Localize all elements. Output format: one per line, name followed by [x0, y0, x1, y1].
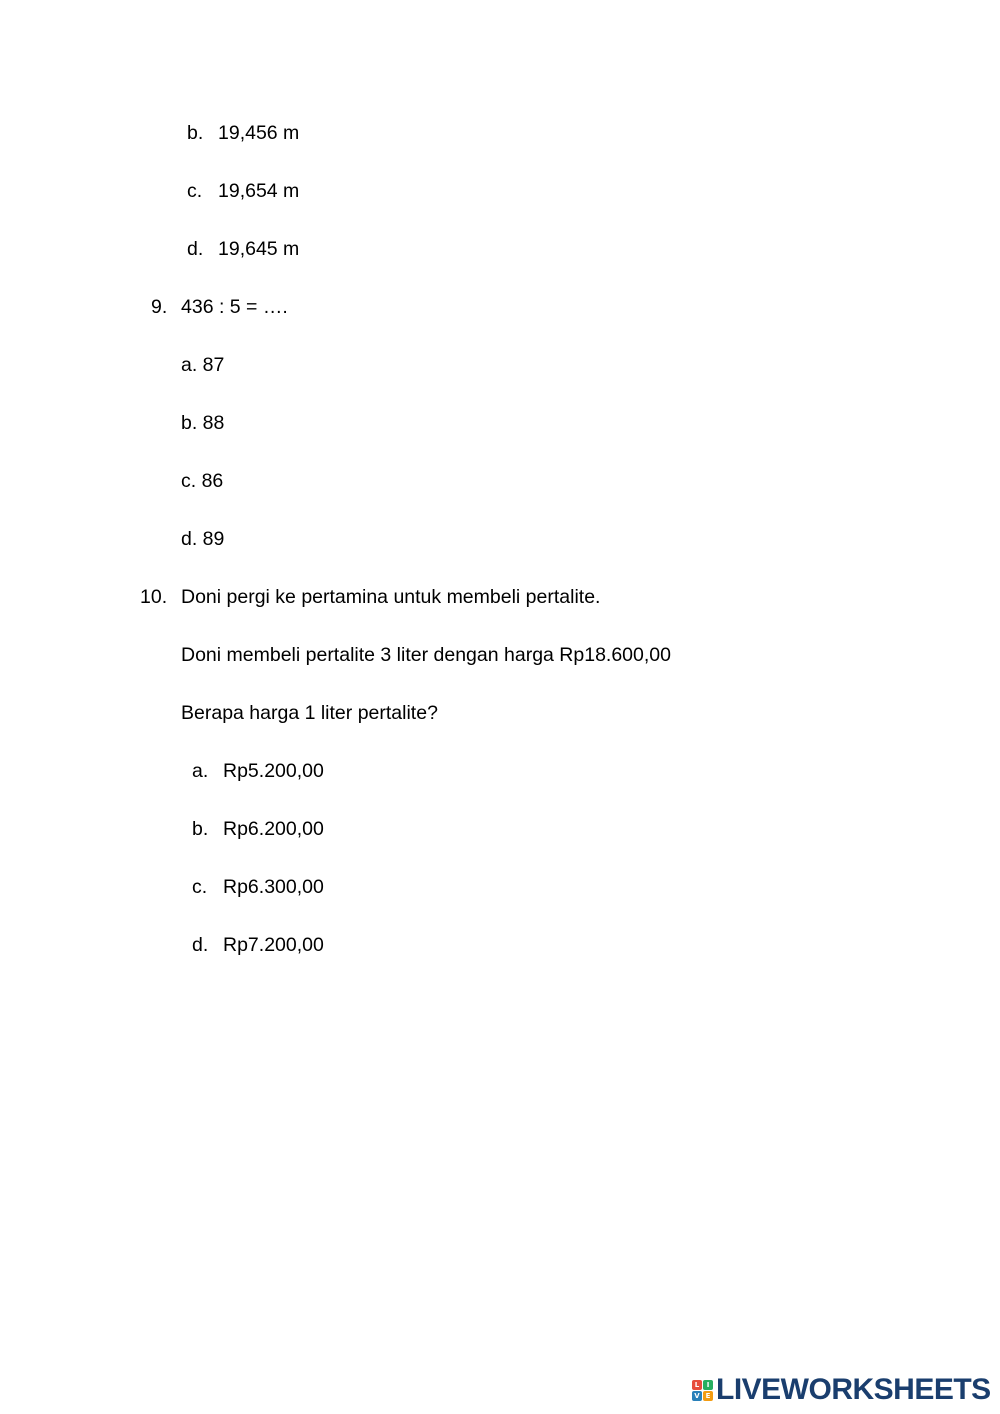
q10-option-a: Rp5.200,00 — [223, 760, 324, 782]
q8-option-c-marker: c. — [187, 180, 203, 202]
q10-line-1: Doni pergi ke pertamina untuk membeli pertalite. — [181, 586, 601, 608]
q10-number: 10. — [140, 586, 168, 608]
liveworksheets-logo-icon — [692, 1380, 713, 1401]
q8-option-d-marker: d. — [187, 238, 204, 260]
q10-line-2: Doni membeli pertalite 3 liter dengan harga Rp18.600,00 — [181, 644, 671, 666]
liveworksheets-logo — [692, 1374, 991, 1406]
q10-option-d-marker: d. — [192, 934, 209, 956]
q8-option-b: 19,456 m — [218, 122, 300, 144]
q10-option-d: Rp7.200,00 — [223, 934, 324, 956]
q9-number: 9. — [151, 296, 168, 318]
q9-option-d: d. 89 — [181, 528, 225, 550]
logo-tile-i: I — [703, 1380, 713, 1390]
q8-option-b-marker: b. — [187, 122, 204, 144]
q9-option-b: b. 88 — [181, 412, 225, 434]
q9-question: 436 : 5 = …. — [181, 296, 288, 318]
q10-option-b-marker: b. — [192, 818, 209, 840]
q9-option-a: a. 87 — [181, 354, 225, 376]
logo-tile-e: E — [703, 1391, 713, 1401]
liveworksheets-logo-text: LIVEWORKSHEETS — [716, 1373, 991, 1406]
q10-line-3: Berapa harga 1 liter pertalite? — [181, 702, 438, 724]
q10-option-b: Rp6.200,00 — [223, 818, 324, 840]
q8-option-d: 19,645 m — [218, 238, 300, 260]
q8-option-c: 19,654 m — [218, 180, 300, 202]
logo-tile-l: L — [692, 1380, 702, 1390]
q10-option-c: Rp6.300,00 — [223, 876, 324, 898]
q10-option-a-marker: a. — [192, 760, 209, 782]
logo-tile-v: V — [692, 1391, 702, 1401]
q10-option-c-marker: c. — [192, 876, 208, 898]
q9-option-c: c. 86 — [181, 470, 224, 492]
